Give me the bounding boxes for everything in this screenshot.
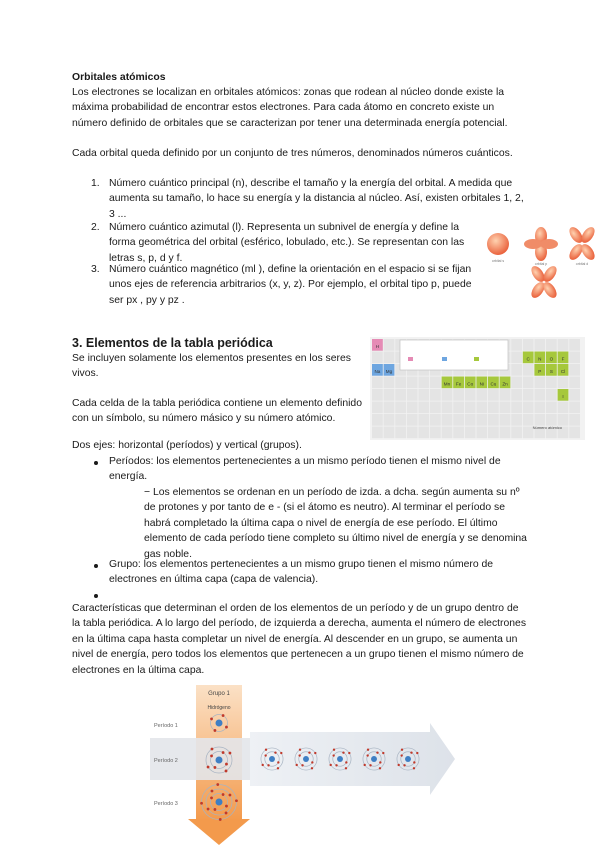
- table-cell: [372, 427, 383, 439]
- table-cell: [384, 389, 395, 401]
- orbitals-intro2: Cada orbital queda definido por un conjunto de tres números, denominados números cuánticos.: [72, 148, 513, 159]
- section3-p4: Características que determinan el orden de los elementos de un período y de un grupo dentro de la tabla periódica. A lo largo del período, de izquierda a derecha, aumenta el número de electrones en la última capa hasta completar un nivel de energía. Al descender en un grupo, se aumenta un nivel de energía, pero todos los elementos que pertenecen a un grupo tienen el mismo número de electrones en la última capa.: [72, 603, 527, 676]
- table-cell: [465, 414, 476, 426]
- bullet-dot-empty: [94, 594, 98, 598]
- table-cell: [569, 414, 580, 426]
- element-cell: [465, 377, 476, 389]
- group-label: Grupo 1: [208, 691, 230, 697]
- element-symbol: I: [562, 394, 564, 399]
- table-cell: [407, 427, 418, 439]
- bullet-periodos: Períodos: los elementos pertenecientes a un mismo período tienen el mismo nivel de energía.: [109, 456, 501, 483]
- table-cell: [442, 389, 453, 401]
- list-item: Número cuántico magnético (ml ), define la orientación en el espacio si se fijan unos ejes de referencia arbitrarios (x, y, z). Por ejemplo, el orbital tipo p, puede ser px , py y pz .: [109, 264, 472, 306]
- table-cell: [546, 402, 557, 414]
- table-cell: [407, 377, 418, 389]
- table-cell: [523, 364, 534, 376]
- orbital-d-icon: [567, 225, 598, 262]
- table-cell: [569, 402, 580, 414]
- table-cell: [523, 402, 534, 414]
- table-cell: [558, 414, 569, 426]
- element-cell: [546, 352, 557, 364]
- table-cell: [569, 339, 580, 351]
- table-cell: [372, 377, 383, 389]
- table-cell: [407, 389, 418, 401]
- table-cell: [395, 377, 406, 389]
- table-cell: [395, 414, 406, 426]
- element-cell: [384, 364, 395, 376]
- list-number: 3.: [91, 264, 100, 275]
- table-cell: [476, 427, 487, 439]
- table-cell: [511, 339, 522, 351]
- section3-p2: Cada celda de la tabla periódica contiene un elemento definido con un símbolo, su número másico y su número atómico.: [72, 398, 362, 425]
- table-cell: [453, 389, 464, 401]
- table-cell: [569, 427, 580, 439]
- table-cell: [384, 414, 395, 426]
- element-cell: [523, 352, 534, 364]
- element-symbol: Cu: [490, 381, 497, 387]
- table-cell: [407, 402, 418, 414]
- list-item: Número cuántico azimutal (l). Representa un subnivel de energía y define la forma geométrica del orbital (esférico, lobulado, etc.). Se representan con las letras s, p, d y f.: [109, 222, 465, 264]
- orbital-d2-icon: [529, 264, 560, 300]
- periodic-table-image: [370, 337, 585, 440]
- bullet-grupo: Grupo: los elementos pertenecientes a un mismo grupo tienen el mismo número de electrones en última capa (capa de valencia).: [109, 559, 494, 586]
- element-symbol: P: [538, 369, 542, 374]
- table-cell: [511, 389, 522, 401]
- table-cell: [430, 377, 441, 389]
- table-cell: [442, 427, 453, 439]
- table-cell: [534, 389, 545, 401]
- table-cell: [442, 414, 453, 426]
- table-cell: [511, 364, 522, 376]
- period-label-3: Período 3: [154, 801, 178, 807]
- element-cell: [558, 352, 569, 364]
- table-cell: [384, 402, 395, 414]
- table-cell: [430, 389, 441, 401]
- table-cell: [534, 414, 545, 426]
- table-cell: [511, 377, 522, 389]
- table-cell: [395, 427, 406, 439]
- table-cell: [523, 339, 534, 351]
- element-cell: [558, 364, 569, 376]
- list-number: 1.: [91, 178, 100, 189]
- table-cell: [372, 352, 383, 364]
- period-label-1: Período 1: [154, 723, 178, 729]
- list-item: Número cuántico principal (n), describe el tamaño y la energía del orbital. A medida que aumenta su tamaño, lo hace su energía y la distancia al núcleo. Así, existen orbitales 1, 2, 3 ...: [109, 178, 524, 220]
- element-cell: [372, 339, 383, 351]
- orbital-shapes-image: [478, 222, 598, 304]
- table-cell: [569, 352, 580, 364]
- element-symbol: H: [375, 344, 380, 349]
- table-cell: [546, 414, 557, 426]
- table-cell: [488, 414, 499, 426]
- table-cell: [569, 364, 580, 376]
- element-symbol: F: [561, 356, 565, 362]
- table-cell: [523, 389, 534, 401]
- table-cell: [465, 402, 476, 414]
- orbital-s-icon: [487, 233, 509, 255]
- table-cell: [500, 427, 511, 439]
- table-cell: [430, 414, 441, 426]
- table-cell: [523, 377, 534, 389]
- table-cell: [384, 427, 395, 439]
- element-cell: [500, 377, 511, 389]
- table-cell: [476, 389, 487, 401]
- table-cell: [546, 377, 557, 389]
- table-cell: [430, 427, 441, 439]
- period-label-2: Período 2: [154, 758, 178, 764]
- table-cell: [453, 414, 464, 426]
- table-cell: [500, 402, 511, 414]
- table-cell: [511, 414, 522, 426]
- table-cell: [453, 427, 464, 439]
- element-cell: [534, 364, 545, 376]
- caption-s: orbital s: [491, 259, 505, 263]
- table-cell: [558, 377, 569, 389]
- period-arrow: [250, 723, 455, 795]
- orbitals-intro: Los electrones se localizan en orbitales atómicos: zonas que rodean al núcleo donde existe la máxima probabilidad de encontrar estos electrones. Para cada átomo en concreto existe un número definido de orbitales que se caracterizan por tener una determinada energía potencial.: [72, 87, 508, 129]
- element-symbol: O: [549, 356, 554, 362]
- element-symbol: Mg: [385, 369, 393, 374]
- table-cell: [534, 339, 545, 351]
- section3-p1: Se incluyen solamente los elementos presentes en los seres vivos.: [72, 353, 351, 380]
- table-cell: [384, 339, 395, 351]
- element-label: Hidrógeno: [207, 705, 231, 711]
- table-cell: [500, 389, 511, 401]
- caption-d: orbital d: [575, 262, 589, 266]
- table-cell: [372, 389, 383, 401]
- table-cell: [488, 402, 499, 414]
- table-cell: [407, 414, 418, 426]
- table-cell: [558, 402, 569, 414]
- periodic-corner-label: Número atómico: [532, 425, 562, 430]
- table-cell: [534, 377, 545, 389]
- group-arrow-head: [188, 819, 250, 845]
- table-cell: [546, 389, 557, 401]
- element-symbol: Cl: [560, 369, 566, 374]
- group-period-diagram: [150, 683, 460, 848]
- element-cell: [546, 364, 557, 376]
- element-cell: [453, 377, 464, 389]
- table-cell: [546, 339, 557, 351]
- element-cell: [476, 377, 487, 389]
- table-cell: [418, 402, 429, 414]
- table-cell: [465, 427, 476, 439]
- table-cell: [500, 414, 511, 426]
- table-cell: [465, 389, 476, 401]
- table-cell: [418, 377, 429, 389]
- sub-paragraph: − Los elementos se ordenan en un período de izda. a dcha. según aumenta su nº de protones y por tanto de e - (si el átomo es neutro). Al terminar el período se habrá completado la última capa o nivel de energía de ese período. El último elemento de cada período tiene completo su último nivel de energía y se denomina gas noble.: [144, 487, 527, 560]
- table-cell: [372, 414, 383, 426]
- bullet-dot: [94, 461, 98, 465]
- list-number: 2.: [91, 222, 100, 233]
- table-cell: [511, 427, 522, 439]
- table-cell: [569, 377, 580, 389]
- table-cell: [511, 402, 522, 414]
- caption-p: orbital p: [534, 262, 548, 266]
- element-cell: [488, 377, 499, 389]
- element-symbol: Fe: [455, 381, 462, 387]
- bullet-dot: [94, 564, 98, 568]
- element-symbol: N: [538, 356, 542, 362]
- table-cell: [418, 427, 429, 439]
- table-cell: [476, 402, 487, 414]
- orbitals-title: Orbitales atómicos: [72, 72, 166, 83]
- table-cell: [569, 389, 580, 401]
- element-symbol: Na: [374, 369, 381, 374]
- table-cell: [418, 389, 429, 401]
- table-cell: [395, 389, 406, 401]
- element-symbol: Ni: [479, 381, 484, 387]
- table-cell: [384, 352, 395, 364]
- table-cell: [418, 414, 429, 426]
- table-cell: [372, 402, 383, 414]
- element-symbol: S: [549, 369, 553, 374]
- section3-title: 3. Elementos de la tabla periódica: [72, 336, 273, 350]
- table-cell: [511, 352, 522, 364]
- table-cell: [558, 339, 569, 351]
- table-cell: [430, 402, 441, 414]
- element-cell: [372, 364, 383, 376]
- element-cell: [534, 352, 545, 364]
- section3-p3: Dos ejes: horizontal (períodos) y vertical (grupos).: [72, 440, 302, 451]
- table-cell: [476, 414, 487, 426]
- table-cell: [384, 377, 395, 389]
- orbital-p-icon: [524, 227, 558, 261]
- table-cell: [488, 427, 499, 439]
- table-cell: [534, 402, 545, 414]
- table-cell: [442, 402, 453, 414]
- element-symbol: Mn: [443, 381, 451, 387]
- table-cell: [395, 402, 406, 414]
- element-symbol: C: [526, 356, 530, 362]
- element-cell: [558, 389, 569, 401]
- table-cell: [523, 414, 534, 426]
- element-symbol: Co: [467, 381, 474, 387]
- element-cell: [442, 377, 453, 389]
- table-cell: [453, 402, 464, 414]
- element-symbol: Zn: [502, 381, 508, 387]
- table-cell: [488, 389, 499, 401]
